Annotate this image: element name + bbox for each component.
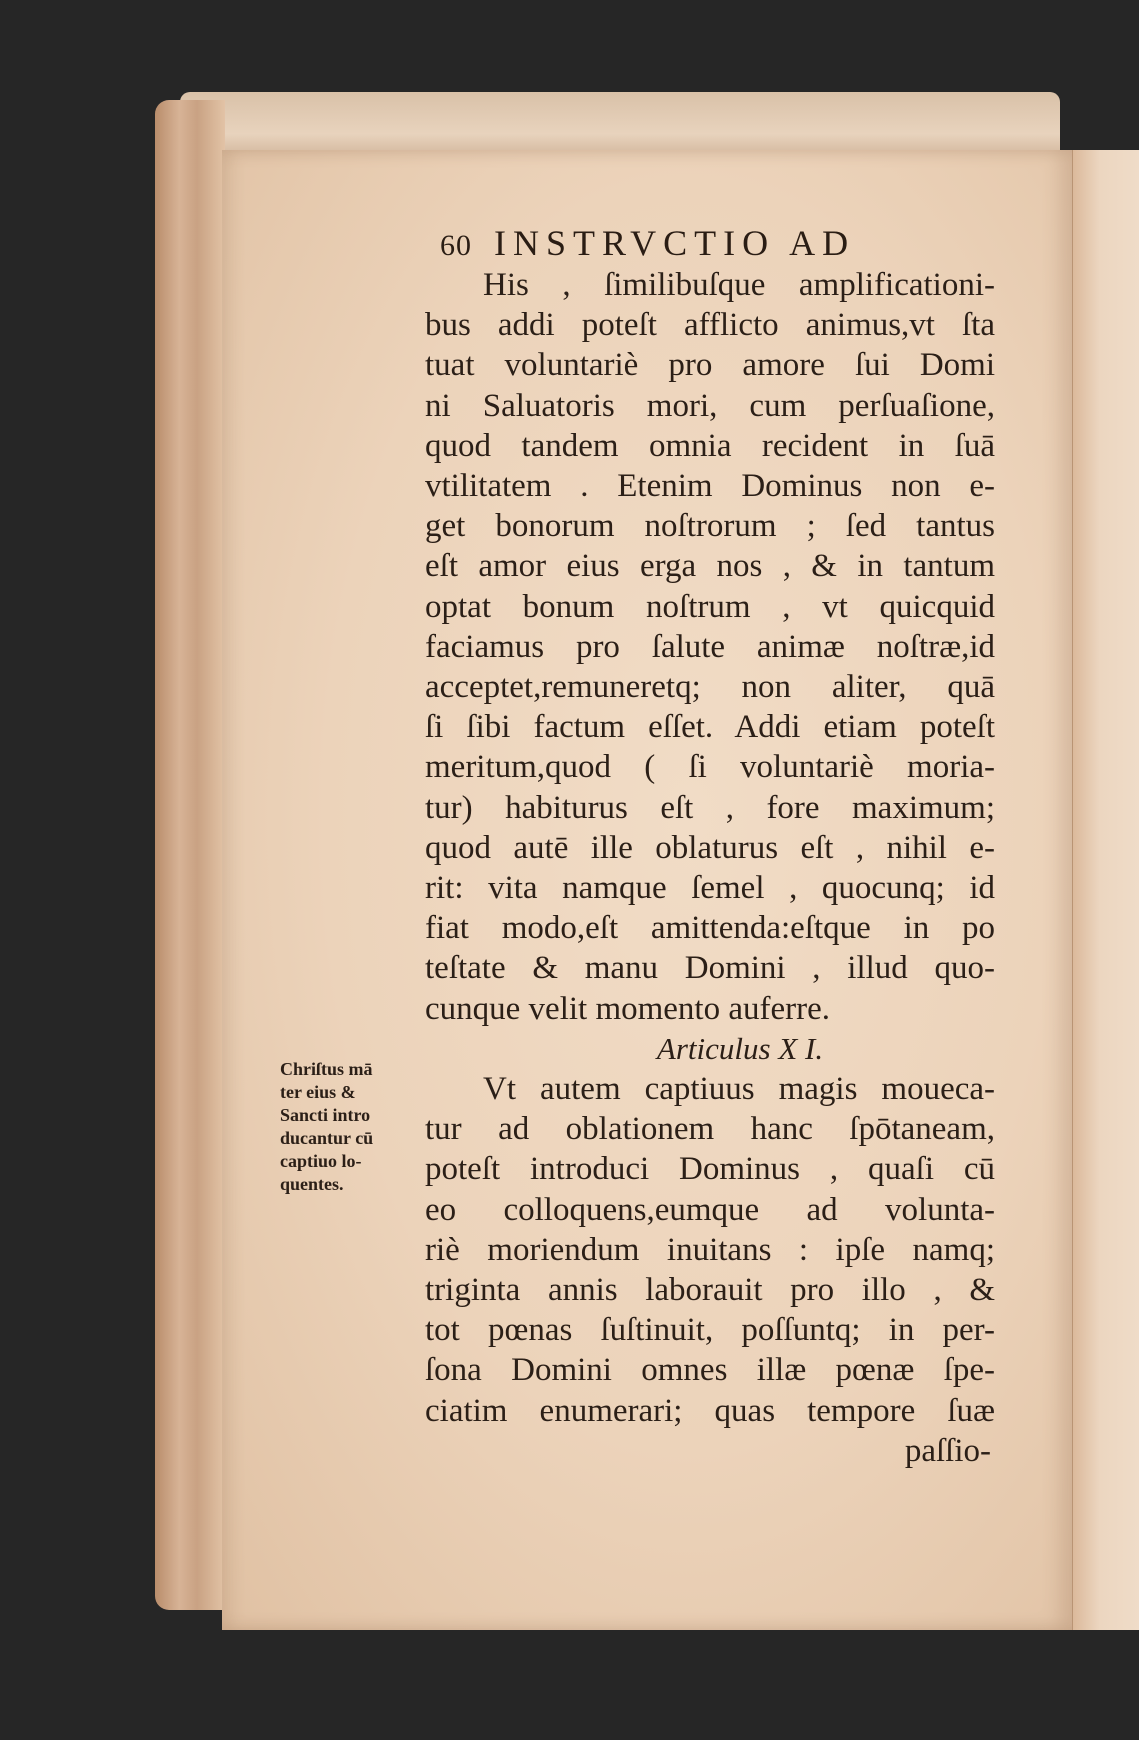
page-header — [440, 222, 980, 266]
text-line: Vt autem captiuus magis moueca- — [483, 1071, 995, 1108]
marginal-note-line: ducantur cū — [280, 1128, 374, 1148]
text-line: get bonorum noſtrorum ; ſed tantus — [425, 508, 995, 545]
text-line: ſona Domini omnes illæ pœnæ ſpe- — [425, 1352, 995, 1389]
text-line: eo colloquens,eumque ad volunta- — [425, 1191, 995, 1228]
marginal-note-line: captiuo lo- — [280, 1151, 362, 1171]
text-line: tot pœnas ſuſtinuit, poſſuntq; in per- — [425, 1312, 995, 1349]
text-line: tuat voluntariè pro amore ſui Domi — [425, 347, 995, 384]
marginal-note — [280, 1058, 420, 1196]
marginal-note-line: ter eius & — [280, 1082, 356, 1102]
running-head: INSTRVCTIO AD — [494, 223, 856, 263]
article-heading: Articulus X I. — [656, 1030, 824, 1066]
text-line: poteſt introduci Dominus , quaſi cū — [425, 1151, 995, 1188]
text-line: eſt amor eius erga nos , & in tantum — [425, 548, 995, 585]
main-text — [425, 265, 995, 1471]
marginal-note-line: Chriſtus mā — [280, 1059, 373, 1079]
facing-page-edge — [1072, 150, 1139, 1630]
text-line: quod autē ille oblaturus eſt , nihil e- — [425, 829, 995, 866]
text-line: optat bonum noſtrum , vt quicquid — [425, 588, 995, 625]
text-line: meritum,quod ( ſi voluntariè moria- — [425, 749, 995, 786]
marginal-note-line: quentes. — [280, 1174, 344, 1194]
text-line: triginta annis laborauit pro illo , & — [425, 1272, 995, 1309]
text-line: quod tandem omnia recident in ſuā — [425, 427, 995, 464]
text-line: teſtate & manu Domini , illud quo- — [425, 950, 995, 987]
text-line: rit: vita namque ſemel , quocunq; id — [425, 870, 995, 907]
text-line: ni Saluatoris mori, cum perſuaſione, — [425, 387, 995, 424]
text-line: tur ad oblationem hanc ſpōtaneam, — [425, 1111, 995, 1148]
text-line: cunque velit momento auferre. — [425, 990, 831, 1027]
text-line: His , ſimilibuſque amplificationi- — [483, 267, 995, 303]
book-fore-edge — [155, 100, 225, 1610]
text-line: tur) habiturus eſt , fore maximum; — [425, 789, 995, 826]
catchword: paſſio- — [904, 1432, 991, 1469]
text-line: faciamus pro ſalute animæ noſtræ,id — [425, 628, 995, 665]
text-line: ciatim enumerari; quas tempore ſuæ — [425, 1392, 995, 1429]
page-number: 60 — [440, 229, 472, 262]
text-line: riè moriendum inuitans : ipſe namq; — [425, 1231, 995, 1268]
text-line: vtilitatem . Etenim Dominus non e- — [425, 468, 995, 505]
text-line: fiat modo,eſt amittenda:eſtque in po — [425, 910, 995, 947]
marginal-note-line: Sancti intro — [280, 1105, 371, 1125]
text-line: bus addi poteſt afflicto animus,vt ſta — [425, 307, 995, 344]
text-line: ſi ſibi factum eſſet. Addi etiam poteſt — [425, 709, 995, 746]
text-line: acceptet,remuneretq; non aliter, quā — [425, 669, 995, 706]
